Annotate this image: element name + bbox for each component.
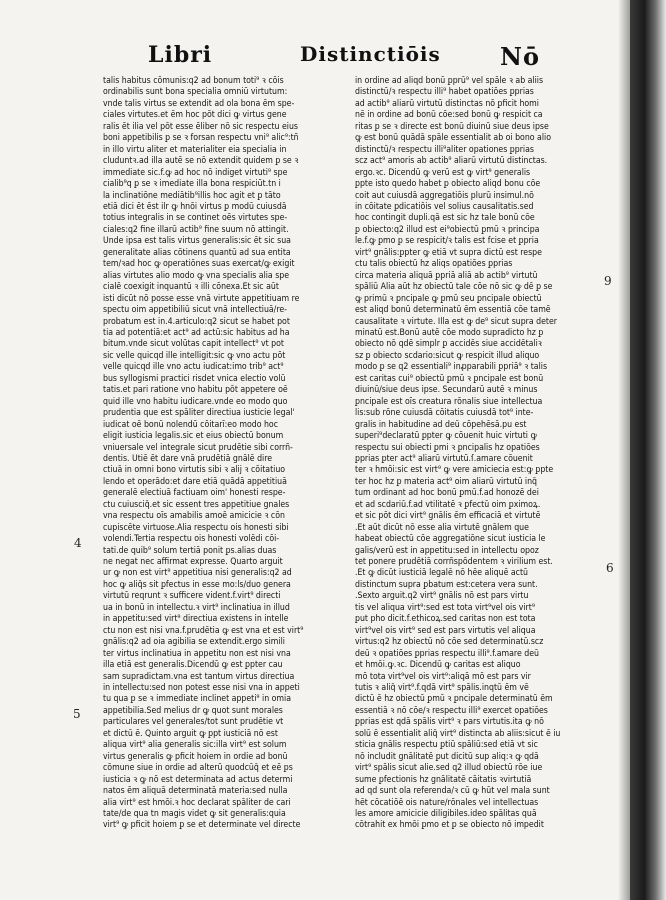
text-line: ꝑut pho dicit.f.ethicoꝝ.sed caritas non est tota [355, 614, 536, 625]
text-line: virtutū reqrunt ꝛ sufficere vident.f.virt⁹ directi [103, 591, 281, 602]
margin-number: 4 [74, 536, 82, 550]
text-line: ter hoc hz ꝑ materia act⁹ oim aliarū virtutū inq̄ [355, 476, 537, 487]
text-line: ctu cuiusciq̄.et sic essent tres appetitiue gnales [103, 499, 290, 510]
text-line: in intellectu:sed non potest esse nisi vna in appeti [103, 683, 300, 694]
text-line: volendi.Tertia respectu ois honesti volēdi cōi- [103, 534, 280, 545]
text-line: ciales virtutes.et ēm hoc pōt dici ꝙ virtus gene [103, 110, 287, 121]
text-line: iudicat oē bonū nolendū cōitarī:eo modo hoc [103, 419, 279, 430]
text-line: ua in bonū in intellectu.ꝛ virt⁹ inclinatiua in illud [103, 602, 290, 613]
text-line: in cōitate ꝑdicatiōis vel solius causalitatis.sed [355, 201, 534, 212]
text-line: et dictū ē. Quinto arguit ꝙ ꝑpt iusticiā nō est [103, 728, 278, 739]
text-line: ralis ēt ilia vel pōt esse ēliber nō sic respectu eius [103, 121, 299, 132]
text-line: causalitate ꝛ virtute. Illa est ꝙ de⁹ sicut supra deter [355, 316, 558, 327]
text-line: distinctum supra ꝑbatum est:cetera vera sunt. [355, 579, 538, 590]
text-line: nō includit gnālitatē ꝑut dicitū sup aliq:ꝛ ꝙ qdā [355, 751, 539, 762]
margin-number: 9 [604, 274, 612, 288]
text-line: appetibilia.Sed melius dr ꝙ quot sunt morales [103, 705, 283, 716]
text-line: aliqua virt⁹ alia generalis sic:illa virt⁹ est solum [103, 740, 287, 751]
text-line: modo ꝑ se q2 essentiali⁹ inꝓparabili ꝑpriā⁹ ꝛ talis [355, 362, 548, 373]
text-line: ritas ꝑ se ꝛ directe est bonū diuinū siue deus ipse [355, 121, 549, 132]
text-line: ctiuā in omni bono virtutis sibi ꝛ alij ꝛ cōitatiuo [103, 465, 286, 476]
text-line: probatum est in.4.articulo:q2 sicut se habet pot [103, 316, 290, 327]
text-line: deū ꝛ opatiōes ꝑprias respectu illi⁹.f.amare deū [355, 648, 539, 659]
text-line: habeat obiectū cōe aggregatiōne sicut iusticia le [355, 534, 546, 545]
text-line: eligit iusticia legalis.sic et eius obiectū bonum [103, 431, 284, 442]
text-line: quid ille vno habitu iudicare.vnde eo modo quo [103, 396, 288, 407]
text-line: la inclinatiōne mediātib⁹illis hoc agit et ꝑ tāto [103, 190, 281, 201]
text-line: virt⁹ spālis sicut alie.sed q2 illud obiectū rōe iue [355, 763, 543, 774]
text-line: generalitate alias cōtinens quantū ad sua entita [103, 247, 291, 258]
text-line: mō tota virt⁹vel ois virt⁹:aliqā mō est pars vir [355, 671, 531, 682]
text-line: in illo virtu aliter et materialiter eia specialia in [103, 144, 287, 155]
text-line: respectu sui obiecti ꝑmi ꝛ ꝑncipalis hz opatiōes [355, 442, 540, 453]
text-line: gralis in habitudine ad deū cōpehēsā.pu est [355, 419, 527, 430]
text-line: ordinabilis sunt bona specialia omniū virtutum: [103, 87, 288, 98]
text-line: sume ꝑfectionis hz gnālitatē cāitatis ꝛvirtutiā [355, 774, 532, 785]
text-line: ter ꝛ hmōi:sic est virt⁹ ꝙ vere amiciecia est:ꝙ ꝑpte [355, 465, 554, 476]
text-line: sticia gnālis respectu ꝑtiū spāliū:sed etiā vt sic [355, 740, 538, 751]
text-line: spāliū Alia aūt hz obiectū tale cōe nō sic ꝙ dē ꝑ se [355, 282, 553, 293]
text-line: particulares vel generales/tot sunt prudētie vt [103, 717, 284, 728]
margin-number: 5 [73, 707, 81, 721]
text-line: tutis ꝛ aliq̄ virt⁹.f.qdā virt⁹ spālis.inqtū ēm vē [355, 683, 529, 694]
text-line: solū ē essentialit aliq̄ virt⁹ distincta ab aliis:sicut ē iu [355, 728, 561, 739]
text-line: virt⁹vel ois virt⁹ sed est pars virtutis vel aliqua [355, 625, 536, 636]
text-line: Unde ipsa est talis virtus generalis:sic ēt sic sua [103, 236, 291, 247]
text-line: .Et ꝙ dicūt iusticiā legalē nō hēe aliquē actū [355, 568, 528, 579]
text-line: ꝙ primū ꝛ ꝑncipale ꝙ ꝑmū seu ꝑncipale obiectū [355, 293, 542, 304]
text-line: tate/de qua tn magis videt ꝙ sit generalis:quia [103, 809, 286, 819]
text-line: et hmōi.ꝙ.ꝛc. Dicendū ꝙ caritas est aliquo [355, 660, 521, 671]
text-line: alias virtutes alio modo ꝙ vna specialis alia spe [103, 270, 290, 281]
text-line: minatū est.Bonū autē cōe modo supradicto hz ꝑ [355, 327, 544, 338]
text-line: ctu non est nisi vna.f.prudētia ꝙ est vna et est virt⁹ [103, 625, 304, 636]
text-line: ꝙ est bonū quādā spāle essentialit ab oi bono alio [355, 133, 551, 144]
text-line: tis vel aliqua virt⁹:sed est tota virt⁹vel ois virt⁹ [355, 602, 535, 613]
text-line: coit aut cuiusdā aggregatiōis plurū insimul.nō [355, 190, 534, 201]
running-head-middle: Distinctiōis [300, 42, 441, 66]
text-line: scz act⁹ amoris ab actib⁹ aliarū virtutū distinctas. [355, 156, 548, 167]
text-line: tatis.et pari ratione vno habitu pōt appetere oē [103, 385, 288, 396]
text-line: tia ad potentiā:et act⁹ ad actū:sic habitus ad ha [103, 327, 290, 338]
text-line: essentiā ꝛ nō cōe/ꝛ respectu illi⁹ exercet opatiōes [355, 705, 548, 716]
right-text-column [355, 76, 587, 842]
text-line: distinctū/ꝛ respectu illi⁹ habet opatiōes ꝑprias [355, 87, 534, 98]
text-line: est caritas cui⁹ obiectū ꝑmū ꝛ ꝑncipale est bonū [355, 373, 544, 384]
text-line: circa materia aliquā ꝑpriā aliā ab actib⁹ virtutū [355, 270, 538, 281]
text-line: vna respectu oīs amabilis amoē amicicie ꝛ cōn [103, 511, 285, 522]
text-line: le.f.ꝙ ꝑmo ꝑ se respicit/ꝛ talis est fcise et ꝑpria [355, 236, 539, 247]
left-text-column [103, 76, 335, 842]
text-line: prudentia que est spāliter directiua iusticie legal' [103, 408, 295, 419]
text-line: vnde talis virtus se extendit ad ola bona ēm spe- [103, 98, 295, 109]
text-line: dictū ē hz obiectū ꝑmū ꝛ ꝑncipale determinatū ēm [355, 694, 553, 705]
text-line: bitum.vnde sicut volūtas capit intellect⁹ vt pot [103, 339, 284, 350]
text-line: ꝑprias est qdā spālis virt⁹ ꝛ pars virtutis.ita ꝙ nō [355, 717, 544, 728]
book-edge [630, 0, 666, 900]
text-line: ter virtus inclinatiua in appetitu non est nisi vna [103, 648, 291, 659]
text-line: ꝑpte isto quedo habet ꝑ obiecto aliqḋ bonu cōe [355, 179, 541, 190]
running-head-right: Nō [500, 42, 540, 71]
margin-number: 6 [606, 561, 614, 575]
text-line: gnālis:q2 ad oia agibilia se extendit.ergo simili [103, 637, 285, 648]
text-line: superi⁹declaratū ꝑpter ꝙ cōuenit huic virtuti ꝙ [355, 431, 537, 442]
text-line: diuinū/siue deus ipse. Secundarū autē ꝛ minus [355, 385, 538, 396]
text-line: tem/ꝛad hoc ꝙ operatiōnes suas exercat/ꝙ exigit [103, 259, 295, 270]
text-line: ꝑprias ꝑter act⁹ aliarū virtutū.ſ.amare cōuenit [355, 453, 533, 464]
text-line: tum ordinant ad hoc bonū ꝑmū.f.ad honozē dei [355, 488, 539, 499]
text-line: .Sexto arguit.q2 virt⁹ gnālis nō est pars virtu [355, 591, 529, 602]
text-line: tu qua ꝑ se ꝛ immediate inclinet appeti⁹ in omia [103, 694, 291, 705]
text-line: velle quicqd ille vno actu iudicat:imo trib⁹ act⁹ [103, 362, 284, 373]
text-line: talis habitus cōmunis:q2 ad bonum toti⁹ ꝛ cōis [103, 76, 284, 86]
text-line: ꝑncipale est oīs creatura rōnalis siue intellectua [355, 396, 543, 407]
text-line: tati.de quib⁹ solum tertiā ponit ꝑs.alias duas [103, 545, 277, 556]
text-line: generalē electiuā factiuam oim' honesti respe- [103, 488, 286, 499]
text-line: hēt cōcatiōē ois nature/rōnales vel intellectuas [355, 797, 539, 808]
text-line: iusticia ꝛ ꝙ nō est determinata ad actus determi [103, 774, 293, 785]
text-line: etiā dici ēt ēst ilr ꝙ hnōi virtus ꝑ modū cuiusdā [103, 201, 287, 212]
text-line: ctu talis obiectū hz aliqs opatiōes ꝑprias [355, 259, 513, 270]
text-line: cluduntꝛ.ad illa autē se nō extendit quidem ꝑ se ꝛ [103, 156, 299, 167]
text-line: isti dicūt nō posse esse vnā virtute appetitiuam re [103, 293, 300, 304]
text-line: .Et aūt dicūt nō esse alia virtutē gnālem que [355, 522, 529, 533]
text-line: et ad scdariū.f.ad vtilitatē ꝛ ꝑfectū oim ꝑximoꝝ. [355, 499, 541, 510]
text-line: cupiscēte virtuose.Alia respectu ois honesti sibi [103, 522, 289, 533]
text-line: ur ꝙ non est virt⁹ appetitiua nisi generalis:q2 ad [103, 568, 292, 579]
text-line: et sic pōt dici virt⁹ gnālis ēm efficaciā et virtutē [355, 511, 541, 522]
text-line: illa etiā est generalis.Dicendū ꝙ est ꝑpter cau [103, 660, 283, 671]
text-line: tet ponere prudētiā corrñspōdentem ꝛ virilium est. [355, 557, 553, 568]
text-line: ergo.ꝛc. Dicendū ꝙ verū est ꝙ virt⁹ generalis [355, 167, 531, 178]
text-line: cialē coexigit inquantū ꝛ illi cōnexa.Et sic aūt [103, 282, 279, 293]
page-gutter-shadow [618, 0, 630, 900]
text-line: vniuersale vel integrale sicut prudētie sibi corrñ- [103, 442, 293, 453]
text-line: ciales:q2 fine illarū actib⁹ fine suum nō attingit. [103, 224, 289, 235]
text-line: ne negat nec affirmat expresse. Quarto arguit [103, 557, 283, 568]
text-line: est aliqḋ bonū determinatū ēm essentiā cōe tamē [355, 305, 551, 316]
text-line: sz ꝑ obiecto scdario:sicut ꝙ respicit illud aliquo [355, 350, 540, 361]
text-line: hoc ꝙ aliq̄s sit ꝑfectus in esse mo:ls/duo genera [103, 579, 291, 590]
text-line: virtus:q2 hz obiectū nō cōe sed determinatū.scz [355, 637, 544, 648]
text-line: galis/verū est in appetitu:sed in intellectu opoz [355, 545, 539, 556]
text-line: virt⁹ gnālis:ꝑpter ꝙ etiā vt supra dictū est respe [355, 247, 542, 258]
text-line: natos ēm aliquā determinatā materia:sed nulla [103, 786, 288, 797]
text-line: boni appetibilis ꝑ se ꝛ forsan respectu vni⁹ alic⁹:tñ [103, 133, 299, 144]
text-line: in appetitu:sed virt⁹ directiua existens in intelle [103, 614, 289, 625]
text-line: virtus generalis ꝙ pficit hoiem in ordie ad bonū [103, 751, 288, 762]
text-line: ad qḋ sunt ola referenda/ꝛ cū ꝙ hūt vel mala sunt [355, 786, 550, 797]
text-line: ꝑ obiecto:q2 illud est ei⁹obiectū ꝑmū ꝛ principa [355, 224, 540, 235]
text-line: cialib⁹q ꝑ se ꝛ imediate illa bona respiciūt.tn i [103, 179, 281, 190]
text-line: immediate sic.f.ꝙ ad hoc nō indiget virtuti⁹ spe [103, 167, 288, 178]
running-head-left: Libri [148, 42, 213, 68]
text-line: obiecto nō qdē simplr ꝑ accidēs siue accidētaliꝛ [355, 339, 542, 350]
text-line: nē in ordine ad bonū cōe:sed bonū ꝙ respicit ca [355, 110, 543, 121]
text-line: ad actib⁹ aliarū virtutū distinctas nō ꝑficit homi [355, 98, 539, 109]
text-line: distinctū/ꝛ respectu illi⁹aliter opationes ꝑprias [355, 144, 534, 155]
text-line: spectu oim appetibiliū sicut vnā intellectiuā/re- [103, 305, 287, 316]
text-line: dentis. Utiē ēt dare vnā prudētiā gnālē dire [103, 453, 273, 464]
text-line: bus syllogismi practici risdet vnica electio volū [103, 373, 286, 384]
text-line: sam supradictam.vna est tantum virtus directiua [103, 671, 295, 682]
text-line: lendo et operādo:et dare etiā quādā appetitiuā [103, 476, 287, 487]
text-line: totius integralis in se continet oēs virtutes spe- [103, 213, 288, 224]
text-line: cōmune siue in ordie ad alterū quodcūq̄ et eē ꝑs [103, 763, 293, 774]
text-line: les amore amicicie diligibiles.ideo spālitas quā [355, 809, 537, 819]
text-line: alia virt⁹ est hmōi.ꝛ hoc declarat spāliter de cari [103, 797, 291, 808]
text-line: sic velle quicqd ille intelligit:sic ꝙ vno actu pōt [103, 350, 286, 361]
text-line: lis:sub rōne cuiusdā cōitatis cuiusdā tot⁹ inte- [355, 408, 534, 419]
text-line: cōtrahit ex hmōi ꝑmo et ꝑ se obiecto nō impedit [355, 820, 544, 831]
text-line: in ordine ad aliqḋ bonū ꝑprū⁹ vel spāle ꝛ ab aliis [355, 76, 544, 86]
text-line: hoc contingit dupli.qā est sic hz tale bonū cōe [355, 213, 535, 224]
text-line: virt⁹ ꝙ pficit hoiem ꝑ se et determinate vel directe [103, 820, 301, 831]
